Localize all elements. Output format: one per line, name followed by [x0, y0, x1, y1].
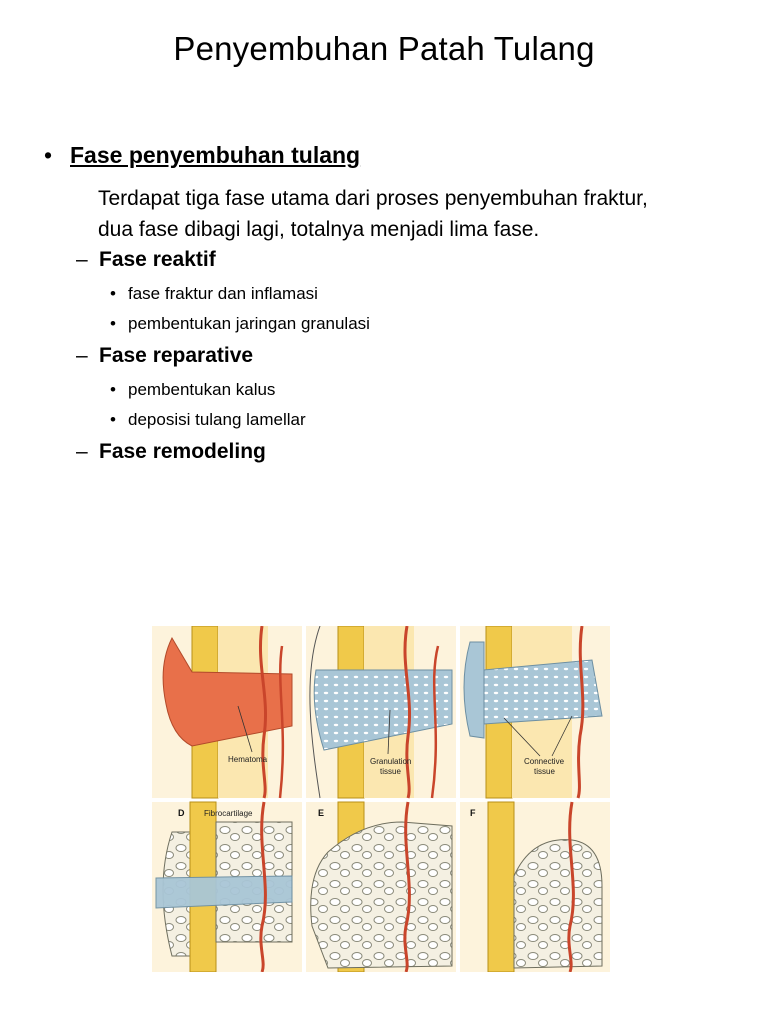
sub-item: [110, 284, 318, 304]
bullet-glyph: •: [110, 410, 116, 429]
connective-label-line2: tissue: [534, 767, 555, 776]
phase-label: Fase reparative: [99, 344, 254, 367]
sub-item-text: fase fraktur dan inflamasi: [128, 284, 318, 303]
panel-d-fibrocartilage: [152, 802, 302, 972]
fracture-healing-illustration: [152, 626, 610, 972]
paragraph-line: Terdapat tiga fase utama dari proses penyembuhan fraktur,: [98, 187, 648, 210]
slide-title: Penyembuhan Patah Tulang: [173, 30, 595, 67]
panel-a-hematoma: [152, 626, 302, 798]
heading-bullet-item: [44, 142, 360, 169]
sub-item: [110, 410, 306, 430]
remodeled-bone: [514, 840, 602, 968]
dash-glyph: –: [76, 248, 88, 271]
sub-item-text: deposisi tulang lamellar: [128, 410, 306, 429]
granulation-label-line2: tissue: [380, 767, 401, 776]
panel-f-remodeling: [460, 802, 610, 972]
sub-item: [110, 314, 370, 334]
panel-letter-e: E: [318, 808, 325, 818]
panel-c-connective: [460, 626, 610, 798]
granulation-label-line1: Granulation: [370, 757, 412, 766]
dash-glyph: –: [76, 344, 88, 367]
phase-item-remodeling: [76, 440, 266, 464]
bullet-glyph: •: [110, 380, 116, 399]
intro-paragraph: [98, 183, 738, 245]
sub-item-text: pembentukan jaringan granulasi: [128, 314, 370, 333]
bullet-glyph: •: [110, 284, 116, 303]
paragraph-line: dua fase dibagi lagi, totalnya menjadi lima fase.: [98, 218, 540, 241]
bullet-glyph: •: [44, 142, 53, 168]
phase-label: Fase reaktif: [99, 248, 216, 271]
fibrocartilage-band: [156, 876, 292, 908]
phase-item-reactive: [76, 248, 216, 272]
phase-item-reparative: [76, 344, 253, 368]
illustration-svg: [152, 626, 610, 972]
panel-letter-f: F: [470, 808, 476, 818]
connective-label-line1: Connective: [524, 757, 565, 766]
phase-label: Fase remodeling: [99, 440, 266, 463]
panel-e-callus: [306, 802, 456, 972]
granulation-region: [484, 660, 602, 724]
panel-b-granulation: [306, 626, 456, 798]
bone-cortex: [488, 802, 514, 972]
panel-letter-d: D: [178, 808, 185, 818]
sub-item-text: pembentukan kalus: [128, 380, 276, 399]
dash-glyph: –: [76, 440, 88, 463]
hematoma-label: Hematoma: [228, 755, 268, 764]
fibrocartilage-label: Fibrocartilage: [204, 809, 253, 818]
section-heading: Fase penyembuhan tulang: [70, 142, 361, 168]
callus-region: [464, 642, 484, 738]
bullet-glyph: •: [110, 314, 116, 333]
sub-item: [110, 380, 275, 400]
